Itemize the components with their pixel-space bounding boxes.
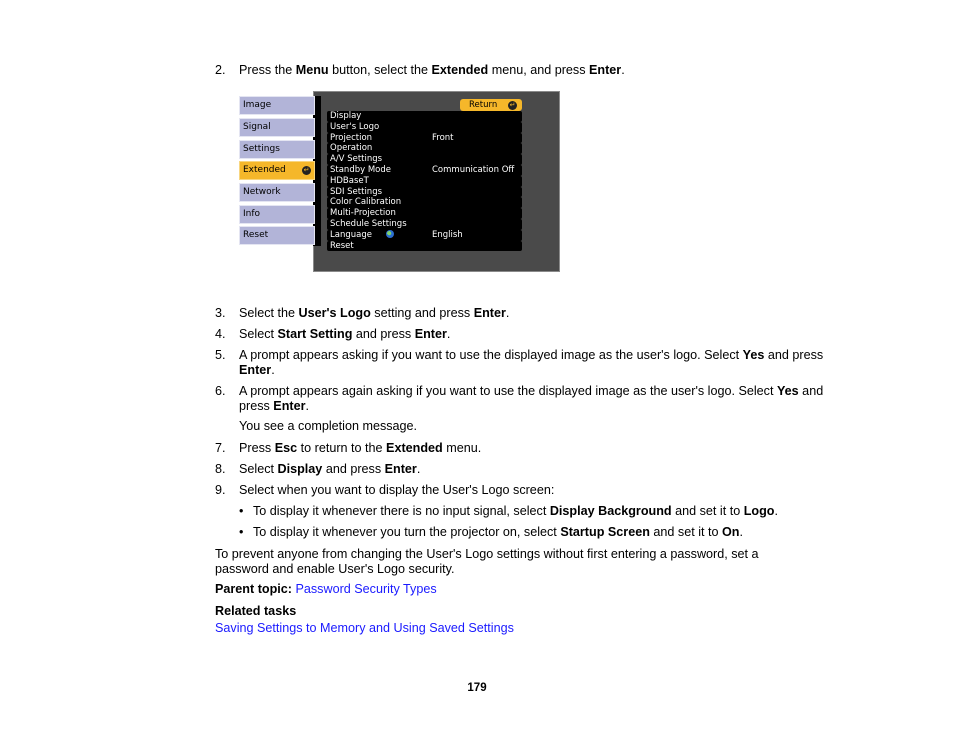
step-6-note: You see a completion message. (239, 419, 418, 433)
menu-item-schedule-settings: Schedule Settings (327, 219, 522, 230)
step-number: 3. (215, 306, 226, 320)
step-number: 4. (215, 327, 226, 341)
related-tasks-heading: Related tasks (215, 604, 297, 618)
menu-tab-reset: Reset (239, 226, 315, 245)
menu-item-reset: Reset (327, 241, 522, 252)
step-number: 2. (215, 63, 226, 77)
step-9-text: Select when you want to display the User's Logo screen: (239, 483, 555, 497)
menu-item-display: Display (327, 111, 522, 122)
step-number: 8. (215, 462, 226, 476)
menu-item-language: Language English (327, 230, 522, 241)
menu-tab-extended: Extended ↵ (239, 161, 315, 180)
menu-item-hdbaset: HDBaseT (327, 176, 522, 187)
step-number: 6. (215, 384, 226, 398)
step-3-text: Select the User's Logo setting and press Enter. (239, 306, 510, 320)
menu-item-list (327, 111, 522, 251)
related-task-item (215, 621, 514, 635)
bullet-marker: • (239, 504, 244, 518)
parent-topic-link[interactable]: Password Security Types (295, 582, 437, 596)
enter-icon: ↵ (509, 100, 516, 109)
menu-item-sdi-settings: SDI Settings (327, 187, 522, 198)
menu-tab-info: Info (239, 205, 315, 224)
parent-topic (215, 582, 437, 596)
saving-settings-link[interactable]: Saving Settings to Memory and Using Saved Settings (215, 621, 514, 635)
step-8-text: Select Display and press Enter. (239, 462, 421, 476)
step-7-text: Press Esc to return to the Extended menu. (239, 441, 482, 455)
parent-topic-label: Parent topic: (215, 582, 292, 596)
step-6-text: A prompt appears again asking if you want to use the displayed image as the user's logo. Select Yes and press Enter. (239, 384, 824, 413)
menu-item-projection: Projection Front (327, 133, 522, 144)
menu-tab-network: Network (239, 183, 315, 202)
menu-item-operation: Operation (327, 143, 522, 154)
page-number: 179 (467, 682, 487, 694)
menu-item-multi-projection: Multi-Projection (327, 208, 522, 219)
return-button: Return ↵ (460, 99, 522, 111)
step-number: 5. (215, 348, 226, 362)
step-2-text: Press the Menu button, select the Extended menu, and press Enter. (239, 63, 625, 77)
step-5-text: A prompt appears asking if you want to use the displayed image as the user's logo. Select Yes and press Enter. (239, 348, 824, 377)
globe-icon (386, 230, 394, 238)
bullet-marker: • (239, 525, 244, 539)
menu-item-users-logo: User's Logo (327, 122, 522, 133)
step-number: 9. (215, 483, 226, 497)
menu-item-standby-mode: Standby Mode Communication Off (327, 165, 522, 176)
enter-icon: ↵ (303, 166, 310, 174)
menu-tab-image: Image (239, 96, 315, 115)
step-number: 7. (215, 441, 226, 455)
menu-tab-settings: Settings (239, 140, 315, 159)
bullet-display-background: To display it whenever there is no input signal, select Display Background and set it to Logo. (253, 504, 778, 518)
menu-item-color-calibration: Color Calibration (327, 197, 522, 208)
menu-tab-signal: Signal (239, 118, 315, 137)
bullet-startup-screen: To display it whenever you turn the projector on, select Startup Screen and set it to On. (253, 525, 744, 539)
step-4-text: Select Start Setting and press Enter. (239, 327, 451, 341)
security-paragraph: To prevent anyone from changing the User's Logo settings without first entering a password, set a password and enable User's Logo security. (215, 547, 759, 576)
menu-item-av-settings: A/V Settings (327, 154, 522, 165)
